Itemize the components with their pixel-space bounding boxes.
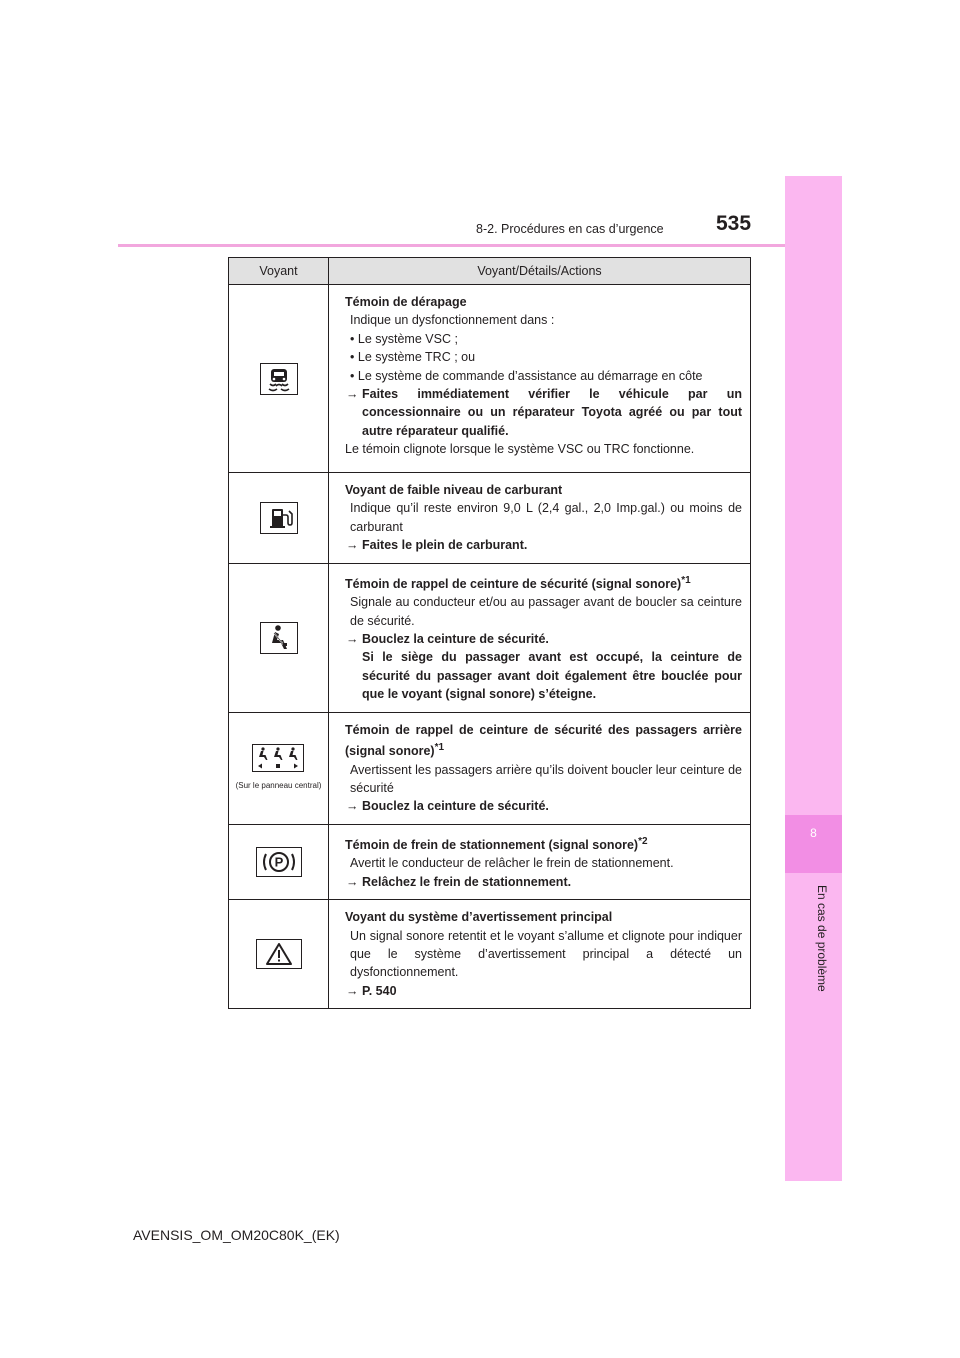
table-row [229,563,751,712]
row-title: Témoin de rappel de ceinture de sécurité des passagers arrière (signal sonore)$^{*1}$ [345,722,742,759]
rear-seatbelt-indicator [236,744,322,790]
bullet-item: • Le système de commande d’assistance au démarrage en côte [350,368,703,383]
arrow-icon: → [346,874,359,889]
chapter-number: 8 [810,826,817,840]
icon-cell [229,563,329,712]
icon-cell [229,900,329,1009]
warning-lights-table [228,257,751,1009]
details-cell [329,473,751,564]
icon-cell [229,473,329,564]
row-title: Témoin de rappel de ceinture de sécurité (signal sonore)$^{*1}$ [345,574,691,591]
row-action-continuation: Si le siège du passager avant est occupé, la ceinture de sécurité du passager avant doit également être bouclée pour que le voyant (signal sonore) s’éteigne. [362,650,742,702]
seatbelt-icon [260,622,298,654]
parking-brake-icon [256,847,302,877]
chapter-side-tab [785,176,842,1181]
bullet-item: • Le système VSC ; [350,331,458,346]
icon-cell [229,285,329,473]
table-row [229,473,751,564]
column-header-details: Voyant/Détails/Actions [329,258,751,285]
table-row [229,285,751,473]
row-description: Un signal sonore retentit et le voyant s’allume et clignote pour indiquer que le système d’avertissement principal a détecté un dysfonctionnement. [350,928,742,980]
details-cell [329,900,751,1009]
chapter-number-block [785,815,842,873]
row-description: Avertit le conducteur de relâcher le frein de stationnement. [350,856,674,871]
row-title: Témoin de dérapage [345,295,467,309]
table-header-row [229,258,751,285]
arrow-icon: → [346,538,359,553]
row-action: → Faites immédiatement vérifier le véhicule par un concessionnaire ou un réparateur Toyota agréé ou par tout autre réparateur qualifié. [346,387,742,438]
row-title: Voyant de faible niveau de carburant [345,483,563,497]
icon-caption: (Sur le panneau central) [235,780,322,790]
bullet-item: • Le système TRC ; ou [350,350,476,365]
header-divider [118,244,785,247]
row-action: → Relâchez le frein de stationnement. [346,873,742,891]
table-row [229,900,751,1009]
arrow-icon: → [346,387,359,402]
footnote-marker: *1 [681,574,691,586]
table-row [229,824,751,899]
document-code: AVENSIS_OM_OM20C80K_(EK) [133,1227,340,1243]
row-description: Avertissent les passagers arrière qu’ils doivent boucler leur ceinture de sécurité [350,762,742,795]
chapter-title: En cas de problème [815,885,829,992]
row-action: → Bouclez la ceinture de sécurité. [346,797,742,815]
row-intro: Indique un dysfonctionnement dans : [350,313,555,328]
row-action: → Faites le plein de carburant. [346,536,742,554]
arrow-icon: → [346,983,359,998]
icon-cell [229,712,329,824]
table-row [229,712,751,824]
details-cell [329,712,751,824]
row-action: → Bouclez la ceinture de sécurité. [346,630,742,648]
fuel-pump-icon [260,502,298,534]
row-description: Signale au conducteur et/ou au passager avant de boucler sa ceinture de sécurité. [350,595,742,628]
skid-indicator-icon [260,363,298,395]
footnote-marker: *1 [434,742,445,754]
master-warning-icon [256,939,302,969]
row-note: Le témoin clignote lorsque le système VSC ou TRC fonctionne. [345,442,695,457]
details-cell [329,824,751,899]
page-reference-link[interactable]: → P. 540 [346,982,742,1000]
arrow-icon: → [346,799,359,814]
footnote-marker: *2 [638,835,648,847]
column-header-voyant: Voyant [229,258,329,285]
details-cell [329,285,751,473]
page-number: 535 [716,212,752,235]
row-title: Voyant du système d’avertissement principal [345,910,613,925]
row-description: Indique qu’il reste environ 9,0 L (2,4 gal., 2,0 Imp.gal.) ou moins de carburant [350,501,742,534]
row-title: Témoin de frein de stationnement (signal sonore)$^{*2}$ [345,835,648,852]
rear-seatbelt-icon [252,744,304,772]
icon-cell [229,824,329,899]
details-cell [329,563,751,712]
arrow-icon: → [346,632,359,646]
section-title: 8-2. Procédures en cas d’urgence [476,222,664,236]
svg-text:P: P [274,854,283,870]
